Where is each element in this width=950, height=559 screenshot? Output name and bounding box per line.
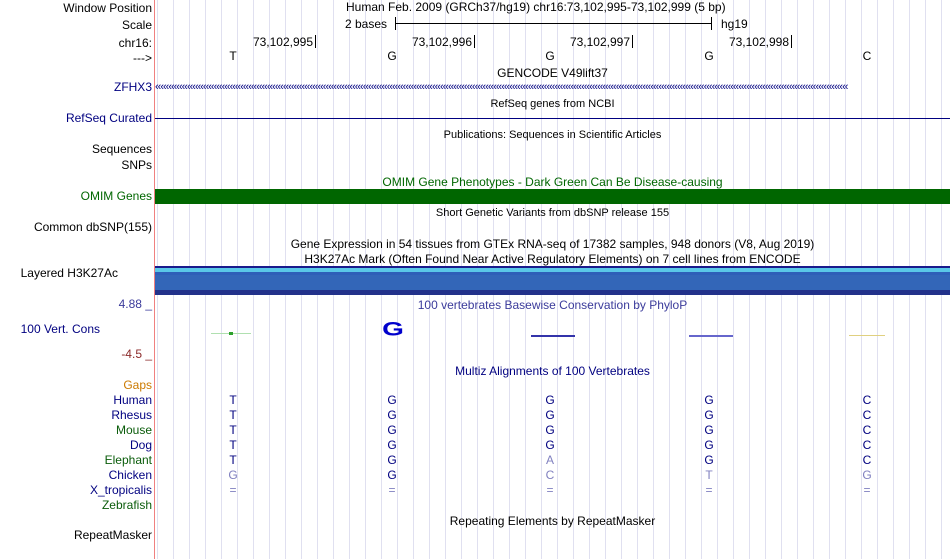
phylop-bar-4 [689, 335, 733, 337]
window-position-text: Human Feb. 2009 (GRCh37/hg19) chr16:73,102,995-73,102,999 (5 bp) [346, 0, 726, 14]
alignment-base: C [545, 468, 555, 482]
phylop-bar-1-peak [229, 332, 233, 335]
alignment-base: G [704, 438, 714, 452]
phylop-track-title: 100 vertebrates Basewise Conservation by PhyloP [417, 298, 688, 312]
chrom-label: chr16: [118, 36, 152, 50]
refseq-gene-line[interactable] [155, 118, 950, 119]
phylop-logo-g [369, 318, 417, 338]
species-label-chicken[interactable]: Chicken [108, 468, 152, 482]
alignment-base: T [229, 408, 237, 422]
alignment-base: G [704, 423, 714, 437]
svg-text:G: G [382, 318, 404, 338]
species-label-x_tropicalis[interactable]: X_tropicalis [89, 483, 152, 497]
strand-label[interactable]: ---> [133, 51, 152, 65]
sequence-base: C [862, 49, 872, 63]
alignment-base: G [545, 408, 555, 422]
publications-track-title: Publications: Sequences in Scientific Articles [443, 129, 662, 141]
alignment-base: C [862, 408, 872, 422]
track-label-gaps[interactable]: Gaps [123, 378, 152, 392]
alignment-base: G [704, 393, 714, 407]
coordinate-tick [315, 35, 316, 48]
cons-max-label: 4.88 _ [118, 297, 152, 311]
scale-bar-text: 2 bases [345, 17, 388, 31]
coordinate-label: 73,102,997 [569, 35, 630, 49]
alignment-base: = [229, 483, 237, 497]
omim-gene-bar[interactable] [155, 189, 950, 204]
gencode-track-title: GENCODE V49lift37 [497, 66, 608, 80]
alignment-base: T [229, 453, 237, 467]
alignment-base: T [229, 423, 237, 437]
species-label-human[interactable]: Human [113, 393, 152, 407]
alignment-base: = [388, 483, 396, 497]
alignment-base: T [229, 393, 237, 407]
alignment-base: T [229, 438, 237, 452]
species-label-elephant[interactable]: Elephant [104, 453, 152, 467]
scale-bar-left-cap [395, 17, 396, 30]
scale-bar-line [395, 23, 711, 24]
omim-track-title: OMIM Gene Phenotypes - Dark Green Can Be Disease-causing [382, 175, 723, 189]
alignment-base: G [545, 438, 555, 452]
gencode-gene-arrow[interactable]: ‹‹‹‹‹‹‹‹‹‹‹‹‹‹‹‹‹‹‹‹‹‹‹‹‹‹‹‹‹‹‹‹‹‹‹‹‹‹‹‹‹‹‹‹‹‹‹‹‹‹‹‹‹‹‹‹‹‹‹‹‹‹‹‹‹‹‹‹‹‹‹‹‹‹‹‹‹‹‹‹‹‹‹‹‹‹‹‹‹‹‹‹‹‹‹‹‹‹‹‹‹‹‹‹‹‹‹‹‹‹‹‹‹‹‹‹‹‹‹‹‹‹‹‹‹‹‹‹‹‹‹‹‹‹‹‹‹‹‹‹‹‹‹‹‹‹‹‹‹‹‹‹‹‹‹‹‹‹‹‹‹‹‹‹‹‹‹‹‹‹‹‹‹‹‹‹‹‹‹‹‹‹‹‹‹‹‹‹‹‹‹‹‹‹‹‹‹‹‹‹‹‹‹‹‹‹‹‹‹‹‹‹‹‹‹‹‹‹‹‹‹‹‹‹‹‹‹‹‹‹‹‹‹‹‹‹‹‹‹‹‹‹‹‹‹‹‹‹‹‹‹‹‹‹‹‹‹‹‹‹ [155, 81, 848, 93]
species-label-zebrafish[interactable]: Zebrafish [101, 498, 152, 512]
coordinate-label: 73,102,995 [252, 35, 313, 49]
repeatmasker-track-title: Repeating Elements by RepeatMasker [449, 514, 656, 528]
scale-bar-right-cap [711, 17, 712, 30]
coordinate-tick [474, 35, 475, 48]
gtex-track-title: Gene Expression in 54 tissues from GTEx RNA-seq of 17382 samples, 948 donors (V8, Aug 2019) [290, 237, 815, 251]
alignment-base: G [228, 468, 238, 482]
browser-image[interactable] [155, 0, 950, 559]
track-label-h3k27ac[interactable]: Layered H3K27Ac [20, 266, 118, 280]
coordinate-label: 73,102,998 [728, 35, 789, 49]
alignment-base: G [862, 468, 872, 482]
coordinate-label: 73,102,996 [411, 35, 472, 49]
alignment-base: T [705, 468, 713, 482]
track-label-cons[interactable]: 100 Vert. Cons [20, 322, 100, 336]
refseq-track-title: RefSeq genes from NCBI [490, 98, 615, 110]
assembly-label: hg19 [721, 17, 748, 31]
alignment-base: G [545, 393, 555, 407]
alignment-base: C [862, 438, 872, 452]
h3k27ac-signal[interactable] [155, 266, 950, 296]
alignment-base: G [387, 423, 397, 437]
alignment-base: G [704, 408, 714, 422]
alignment-base: C [862, 453, 872, 467]
sequence-base: T [229, 49, 237, 63]
track-label-refseq[interactable]: RefSeq Curated [65, 111, 152, 125]
species-label-dog[interactable]: Dog [129, 438, 152, 452]
alignment-base: = [705, 483, 713, 497]
alignment-base: = [546, 483, 554, 497]
phylop-bar-3 [531, 335, 575, 337]
h3k27ac-track-title: H3K27Ac Mark (Often Found Near Active Regulatory Elements) on 7 cell lines from ENCODE [304, 252, 801, 266]
multiz-track-title: Multiz Alignments of 100 Vertebrates [455, 364, 650, 378]
track-label-sequences[interactable]: Sequences [91, 142, 152, 156]
track-label-repeatmasker[interactable]: RepeatMasker [73, 528, 152, 542]
sequence-base: G [387, 49, 397, 63]
alignment-base: G [545, 423, 555, 437]
alignment-base: G [387, 438, 397, 452]
scale-label: Scale [121, 18, 152, 32]
species-label-mouse[interactable]: Mouse [115, 423, 152, 437]
alignment-base: G [387, 393, 397, 407]
coordinate-tick [632, 35, 633, 48]
species-label-rhesus[interactable]: Rhesus [111, 408, 152, 422]
coordinate-tick [791, 35, 792, 48]
track-label-omim[interactable]: OMIM Genes [80, 189, 152, 203]
sequence-base: G [545, 49, 555, 63]
alignment-base: G [387, 468, 397, 482]
alignment-base: C [862, 423, 872, 437]
cons-min-label: -4.5 _ [121, 347, 152, 361]
sequence-base: G [704, 49, 714, 63]
track-label-dbsnp[interactable]: Common dbSNP(155) [33, 220, 152, 234]
alignment-base: G [387, 453, 397, 467]
alignment-base: G [704, 453, 714, 467]
track-label-zfhx3[interactable]: ZFHX3 [113, 80, 152, 94]
phylop-bar-5 [849, 335, 885, 336]
alignment-base: G [387, 408, 397, 422]
track-label-snps[interactable]: SNPs [121, 158, 152, 172]
window-position-label: Window Position [63, 1, 152, 15]
alignment-base: A [545, 453, 554, 467]
track-labels [0, 0, 154, 559]
dbsnp-track-title: Short Genetic Variants from dbSNP release 155 [435, 207, 670, 219]
alignment-base: C [862, 393, 872, 407]
alignment-base: = [863, 483, 871, 497]
